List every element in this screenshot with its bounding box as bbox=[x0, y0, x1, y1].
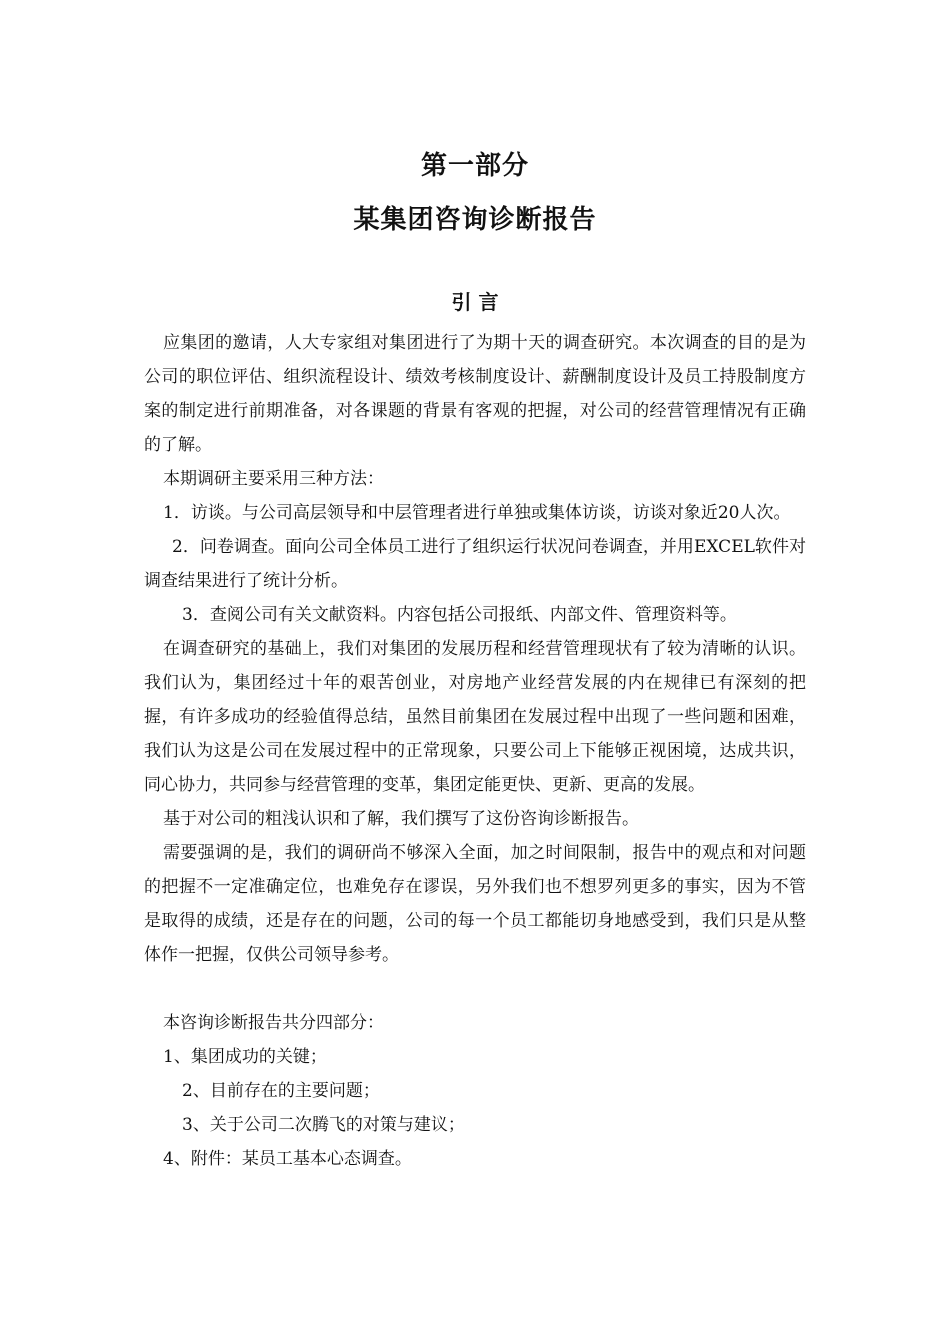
part-title: 第一部分 bbox=[420, 151, 529, 181]
outline-item: 4、附件：某员工基本心态调查。 bbox=[163, 1149, 412, 1169]
report-title: 某集团咨询诊断报告 bbox=[353, 205, 597, 235]
section-heading-introduction: 引 言 bbox=[451, 290, 499, 314]
outline-item: 3、关于公司二次腾飞的对策与建议； bbox=[182, 1115, 465, 1135]
blank-line bbox=[144, 972, 806, 1006]
outline-item: 1、集团成功的关键； bbox=[163, 1047, 327, 1067]
paragraph-disclaimer: 需要强调的是，我们的调研尚不够深入全面，加之时间限制，报告中的观点和对问题的把握不一定准确定位，也难免存在谬误，另外我们也不想罗列更多的事实，因为不管是取得的成绩，还是存在的问题，公司的每一个员工都能切身地感受到，我们只是从整体作一把握，仅供公司领导参考。 bbox=[144, 843, 806, 965]
paragraph-report-basis: 基于对公司的粗浅认识和了解，我们撰写了这份咨询诊断报告。 bbox=[163, 809, 639, 829]
outline-item: 2、目前存在的主要问题； bbox=[182, 1081, 380, 1101]
body-text bbox=[144, 326, 806, 1176]
paragraph-methods-intro: 本期调研主要采用三种方法： bbox=[163, 469, 384, 489]
outline-intro: 本咨询诊断报告共分四部分： bbox=[163, 1013, 384, 1033]
paragraph-purpose: 应集团的邀请，人大专家组对集团进行了为期十天的调查研究。本次调查的目的是为公司的职位评估、组织流程设计、绩效考核制度设计、薪酬制度设计及员工持股制度方案的制定进行前期准备，对各课题的背景有客观的把握，对公司的经营管理情况有正确的了解。 bbox=[144, 333, 806, 455]
paragraph-method-survey: 2．问卷调查。面向公司全体员工进行了组织运行状况问卷调查，并用EXCEL软件对调查结果进行了统计分析。 bbox=[144, 537, 806, 591]
paragraph-method-documents: 3．查阅公司有关文献资料。内容包括公司报纸、内部文件、管理资料等。 bbox=[182, 605, 737, 625]
paragraph-method-interview: 1．访谈。与公司高层领导和中层管理者进行单独或集体访谈，访谈对象近20人次。 bbox=[163, 503, 791, 523]
paragraph-findings: 在调查研究的基础上，我们对集团的发展历程和经营管理现状有了较为清晰的认识。我们认为，集团经过十年的艰苦创业，对房地产业经营发展的内在规律已有深刻的把握，有许多成功的经验值得总结，虽然目前集团在发展过程中出现了一些问题和困难，我们认为这是公司在发展过程中的正常现象，只要公司上下能够正视困境，达成共识，同心协力，共同参与经营管理的变革，集团定能更快、更新、更高的发展。 bbox=[144, 639, 806, 795]
